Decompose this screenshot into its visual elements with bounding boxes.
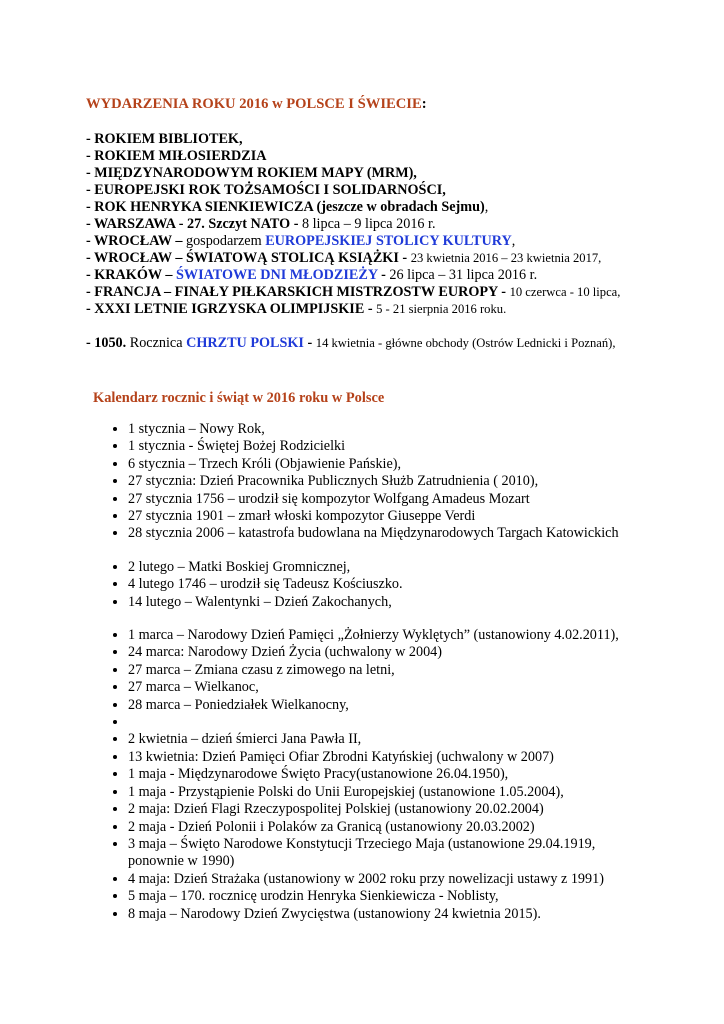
list-item: - WROCŁAW – gospodarzem EUROPEJSKIEJ STOLICY KULTURY, — [86, 233, 516, 249]
calendar-item: • 1 maja - Międzynarodowe Święto Pracy(ustanowione 26.04.1950), — [128, 766, 642, 783]
calendar-item: • 27 stycznia 1901 – zmarł włoski kompozytor Giuseppe Verdi — [128, 508, 642, 525]
calendar-list — [86, 421, 642, 923]
calendar-item: • 4 lutego 1746 – urodził się Tadeusz Kościuszko. — [128, 576, 642, 593]
calendar-item: • 3 maja – Święto Narodowe Konstytucji Trzeciego Maja (ustanowione 29.04.1919, ponownie w 1990) — [128, 836, 642, 871]
calendar-item: • 28 stycznia 2006 – katastrofa budowlana na Międzynarodowych Targach Katowickich — [128, 525, 642, 542]
calendar-item: • 2 maja - Dzień Polonii i Polaków za Granicą (ustanowiony 20.03.2002) — [128, 819, 642, 836]
list-item: - ROK HENRYKA SIENKIEWICZA (jeszcze w obradach Sejmu), — [86, 199, 489, 215]
calendar-item: • 2 kwietnia – dzień śmierci Jana Pawła II, — [128, 731, 642, 748]
calendar-item: • 27 marca – Zmiana czasu z zimowego na letni, — [128, 662, 642, 679]
list-item: - WROCŁAW – ŚWIATOWĄ STOLICĄ KSIĄŻKI - 23 kwietnia 2016 – 23 kwietnia 2017, — [86, 250, 602, 266]
list-item: - EUROPEJSKI ROK TOŻSAMOŚCI I SOLIDARNOŚCI, — [86, 182, 446, 198]
list-item: - MIĘDZYNARODOWYM ROKIEM MAPY (MRM), — [86, 165, 417, 181]
year-events-list — [86, 131, 642, 318]
calendar-item: • 27 stycznia: Dzień Pracownika Publicznych Służb Zatrudnienia ( 2010), — [128, 473, 642, 490]
list-item: - XXXI LETNIE IGRZYSKA OLIMPIJSKIE - 5 - 21 sierpnia 2016 roku. — [86, 301, 507, 317]
title-text: WYDARZENIA ROKU 2016 w POLSCE I ŚWIECIE — [86, 96, 422, 112]
calendar-item: • 1 marca – Narodowy Dzień Pamięci „Żołnierzy Wyklętych” (ustanowiony 4.02.2011), — [128, 627, 642, 644]
page-title — [86, 96, 642, 113]
calendar-item: • 27 stycznia 1756 – urodził się kompozytor Wolfgang Amadeus Mozart — [128, 491, 642, 508]
calendar-item: • 5 maja – 170. rocznicę urodzin Henryka Sienkiewicza - Noblisty, — [128, 888, 642, 905]
calendar-item — [128, 714, 642, 731]
calendar-item: • 28 marca – Poniedziałek Wielkanocny, — [128, 697, 642, 714]
calendar-item: • 2 maja: Dzień Flagi Rzeczypospolitej Polskiej (ustanowiony 20.02.2004) — [128, 801, 642, 818]
calendar-item: • 2 lutego – Matki Boskiej Gromnicznej, — [128, 559, 642, 576]
list-item: - ROKIEM BIBLIOTEK, — [86, 131, 243, 147]
title-colon: : — [421, 96, 427, 112]
calendar-item: • 1 stycznia - Świętej Bożej Rodzicielki — [128, 438, 642, 455]
calendar-item: • 4 maja: Dzień Strażaka (ustanowiony w 2002 roku przy nowelizacji ustawy z 1991) — [128, 871, 642, 888]
calendar-item: • 14 lutego – Walentynki – Dzień Zakochanych, — [128, 594, 642, 611]
document-page — [86, 96, 642, 923]
list-item: - KRAKÓW – ŚWIATOWE DNI MŁODZIEŻY - 26 lipca – 31 lipca 2016 r. — [86, 267, 538, 283]
list-item: - FRANCJA – FINAŁY PIŁKARSKICH MISTRZOSTW EUROPY - 10 czerwca - 10 lipca, — [86, 284, 621, 300]
list-item: - WARSZAWA - 27. Szczyt NATO - 8 lipca – 9 lipca 2016 r. — [86, 216, 436, 232]
calendar-item: • 27 marca – Wielkanoc, — [128, 679, 642, 696]
calendar-item: • 1 maja - Przystąpienie Polski do Unii Europejskiej (ustanowione 1.05.2004), — [128, 784, 642, 801]
baptism-anniversary: - 1050. Rocznica CHRZTU POLSKI - 14 kwietnia - główne obchody (Ostrów Lednicki i Poznań), — [86, 335, 616, 351]
list-item: - ROKIEM MIŁOSIERDZIA — [86, 148, 267, 164]
calendar-item: • 24 marca: Narodowy Dzień Życia (uchwalony w 2004) — [128, 644, 642, 661]
calendar-heading: Kalendarz rocznic i świąt w 2016 roku w Polsce — [93, 390, 385, 406]
calendar-item: • 13 kwietnia: Dzień Pamięci Ofiar Zbrodni Katyńskiej (uchwalony w 2007) — [128, 749, 642, 766]
calendar-item: • 6 stycznia – Trzech Króli (Objawienie Pańskie), — [128, 456, 642, 473]
calendar-item: • 1 stycznia – Nowy Rok, — [128, 421, 642, 438]
calendar-item: • 8 maja – Narodowy Dzień Zwycięstwa (ustanowiony 24 kwietnia 2015). — [128, 906, 642, 923]
